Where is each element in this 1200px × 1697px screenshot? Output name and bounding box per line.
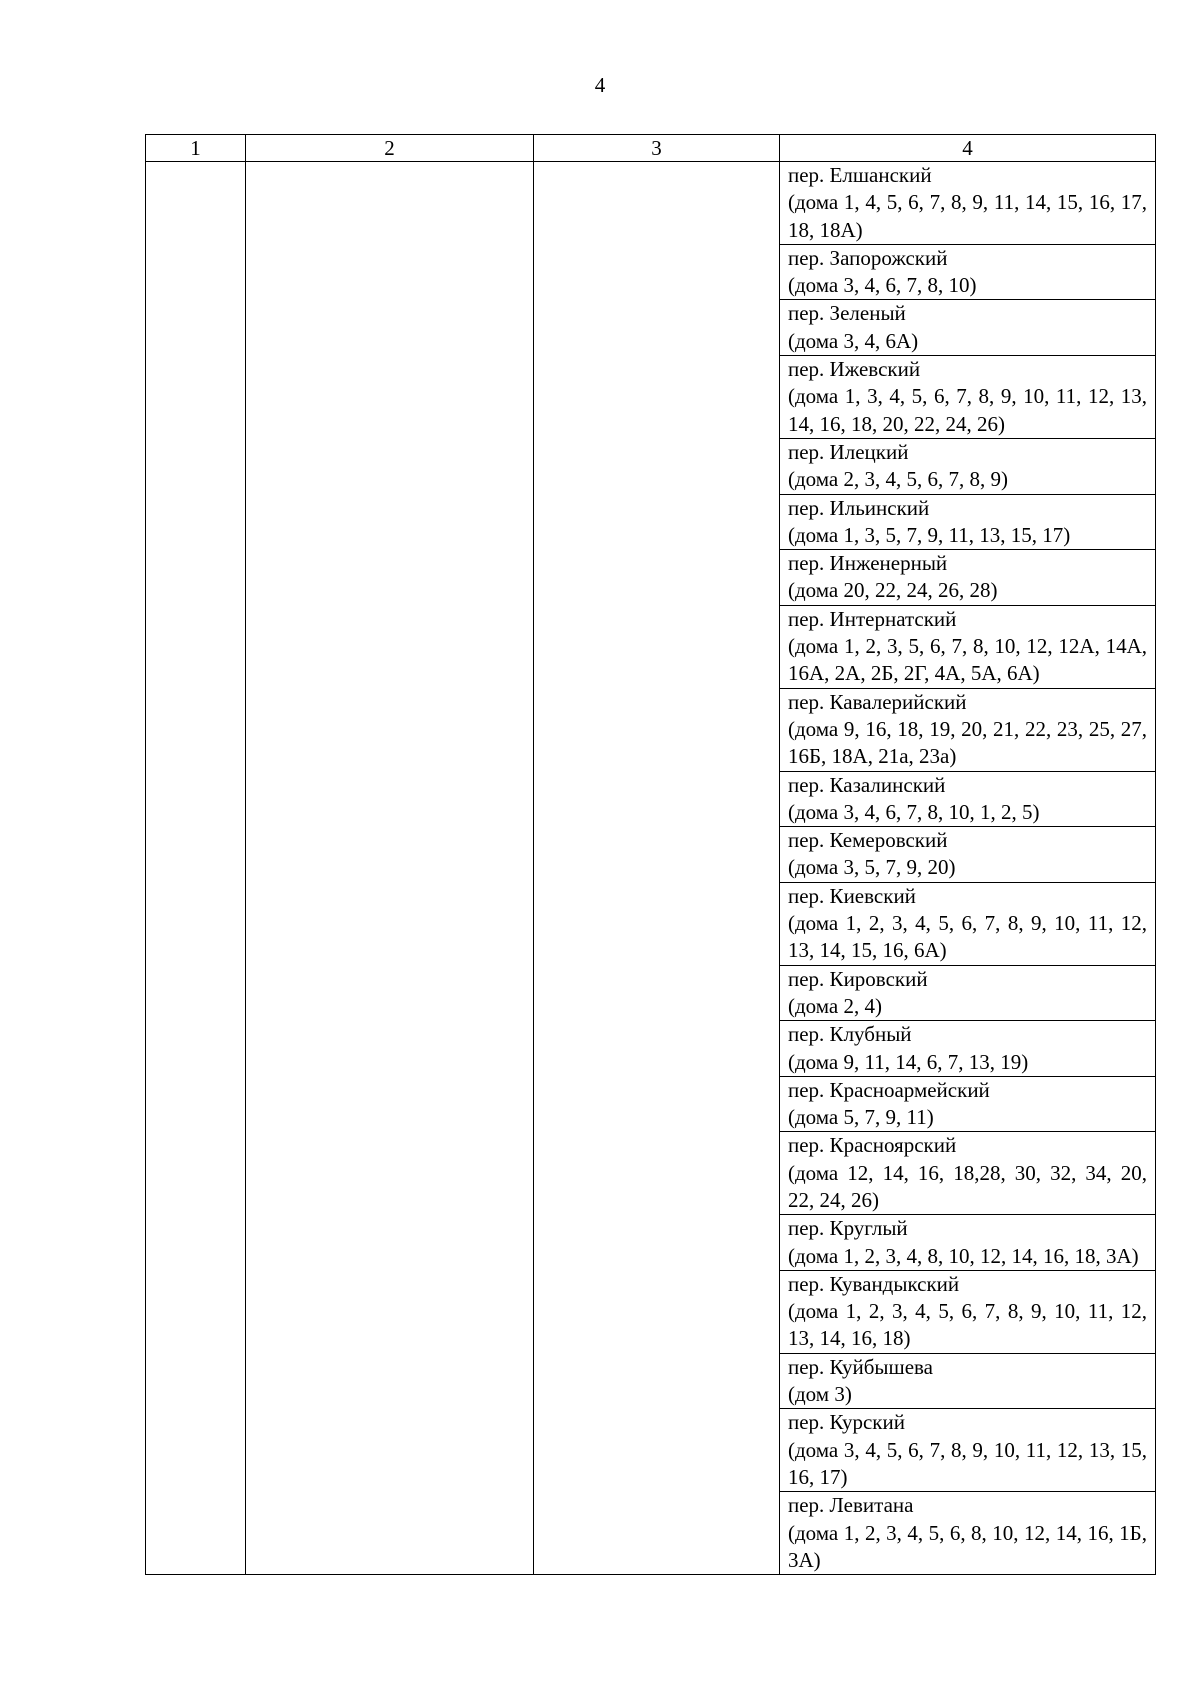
- street-name: пер. Кавалерийский: [788, 689, 967, 714]
- street-cell: [780, 827, 1156, 883]
- street-name: пер. Ижевский: [788, 357, 921, 382]
- house-list: (дом 3): [788, 1382, 852, 1407]
- house-list: (дома 1, 2, 3, 4, 8, 10, 12, 14, 16, 18, 3А): [788, 1243, 1139, 1268]
- page-number: 4: [594, 73, 606, 97]
- street-cell: [780, 1492, 1156, 1575]
- street-cell: [780, 244, 1156, 300]
- street-cell: [780, 1076, 1156, 1132]
- street-name: пер. Куйбышева: [788, 1354, 933, 1379]
- house-list: (дома 9, 16, 18, 19, 20, 21, 22, 23, 25, 27, 16Б, 18А, 21а, 23а): [788, 716, 1147, 769]
- street-name: пер. Кувандыкский: [788, 1271, 960, 1296]
- street-name: пер. Левитана: [788, 1493, 914, 1518]
- house-list: (дома 1, 2, 3, 4, 5, 6, 7, 8, 9, 10, 11, 12, 13, 14, 15, 16, 6А): [788, 911, 1147, 963]
- column-header-4: 4: [780, 135, 1156, 162]
- house-list: (дома 1, 2, 3, 4, 5, 6, 7, 8, 9, 10, 11, 12, 13, 14, 16, 18): [788, 1299, 1147, 1351]
- street-name: пер. Курский: [788, 1410, 905, 1435]
- street-name: пер. Интернатский: [788, 606, 957, 631]
- house-list: (дома 3, 4, 6, 7, 8, 10, 1, 2, 5): [788, 799, 1040, 824]
- street-cell: [780, 688, 1156, 771]
- house-list: (дома 3, 4, 6А): [788, 328, 919, 353]
- house-list: (дома 1, 3, 4, 5, 6, 7, 8, 9, 10, 11, 12, 13, 14, 16, 18, 20, 22, 24, 26): [788, 384, 1147, 436]
- street-cell: [780, 1215, 1156, 1271]
- street-cell: [780, 1132, 1156, 1215]
- street-name: пер. Кемеровский: [788, 828, 948, 853]
- street-name: пер. Илецкий: [788, 439, 909, 464]
- column-1-cell: [146, 162, 246, 1575]
- house-list: (дома 1, 2, 3, 5, 6, 7, 8, 10, 12, 12А, 14А, 16А, 2А, 2Б, 2Г, 4А, 5А, 6А): [788, 634, 1147, 686]
- house-list: (дома 9, 11, 14, 6, 7, 13, 19): [788, 1049, 1029, 1074]
- street-cell: [780, 300, 1156, 356]
- street-name: пер. Зеленый: [788, 301, 906, 326]
- house-list: (дома 2, 4): [788, 993, 882, 1018]
- street-name: пер. Казалинский: [788, 772, 946, 797]
- house-list: (дома 20, 22, 24, 26, 28): [788, 578, 998, 603]
- street-name: пер. Ильинский: [788, 495, 930, 520]
- street-cell: [780, 494, 1156, 550]
- table-header-row: [146, 135, 1156, 162]
- street-name: пер. Елшанский: [788, 163, 932, 187]
- street-name: пер. Инженерный: [788, 551, 948, 576]
- house-list: (дома 2, 3, 4, 5, 6, 7, 8, 9): [788, 467, 1008, 492]
- street-cell: [780, 1270, 1156, 1353]
- street-cell: [780, 162, 1156, 245]
- street-name: пер. Клубный: [788, 1022, 912, 1047]
- house-list: (дома 1, 3, 5, 7, 9, 11, 13, 15, 17): [788, 522, 1071, 547]
- street-name: пер. Запорожский: [788, 245, 948, 270]
- street-name: пер. Красноярский: [788, 1133, 957, 1158]
- house-list: (дома 12, 14, 16, 18,28, 30, 32, 34, 20, 22, 24, 26): [788, 1160, 1147, 1212]
- street-name: пер. Круглый: [788, 1216, 908, 1241]
- house-list: (дома 1, 2, 3, 4, 5, 6, 8, 10, 12, 14, 16, 1Б, 3А): [788, 1520, 1147, 1572]
- column-2-cell: [246, 162, 534, 1575]
- house-list: (дома 5, 7, 9, 11): [788, 1105, 934, 1130]
- street-cell: [780, 550, 1156, 606]
- street-cell: [780, 356, 1156, 439]
- street-cell: [780, 965, 1156, 1021]
- table-body: [146, 162, 1156, 1575]
- street-cell: [780, 771, 1156, 827]
- column-header-3: 3: [534, 135, 780, 162]
- column-3-cell: [534, 162, 780, 1575]
- street-cell: [780, 882, 1156, 965]
- address-table: [145, 134, 1156, 1575]
- street-cell: [780, 1021, 1156, 1077]
- street-name: пер. Киевский: [788, 883, 916, 908]
- house-list: (дома 1, 4, 5, 6, 7, 8, 9, 11, 14, 15, 16, 17, 18, 18А): [788, 190, 1147, 242]
- street-cell: [780, 605, 1156, 688]
- table-row: [146, 162, 1156, 245]
- street-cell: [780, 438, 1156, 494]
- street-cell: [780, 1353, 1156, 1409]
- street-name: пер. Красноармейский: [788, 1077, 990, 1102]
- house-list: (дома 3, 4, 6, 7, 8, 10): [788, 273, 977, 298]
- street-cell: [780, 1409, 1156, 1492]
- house-list: (дома 3, 5, 7, 9, 20): [788, 855, 956, 880]
- column-header-2: 2: [246, 135, 534, 162]
- street-name: пер. Кировский: [788, 966, 928, 991]
- house-list: (дома 3, 4, 5, 6, 7, 8, 9, 10, 11, 12, 13, 15, 16, 17): [788, 1437, 1147, 1489]
- column-header-1: 1: [146, 135, 246, 162]
